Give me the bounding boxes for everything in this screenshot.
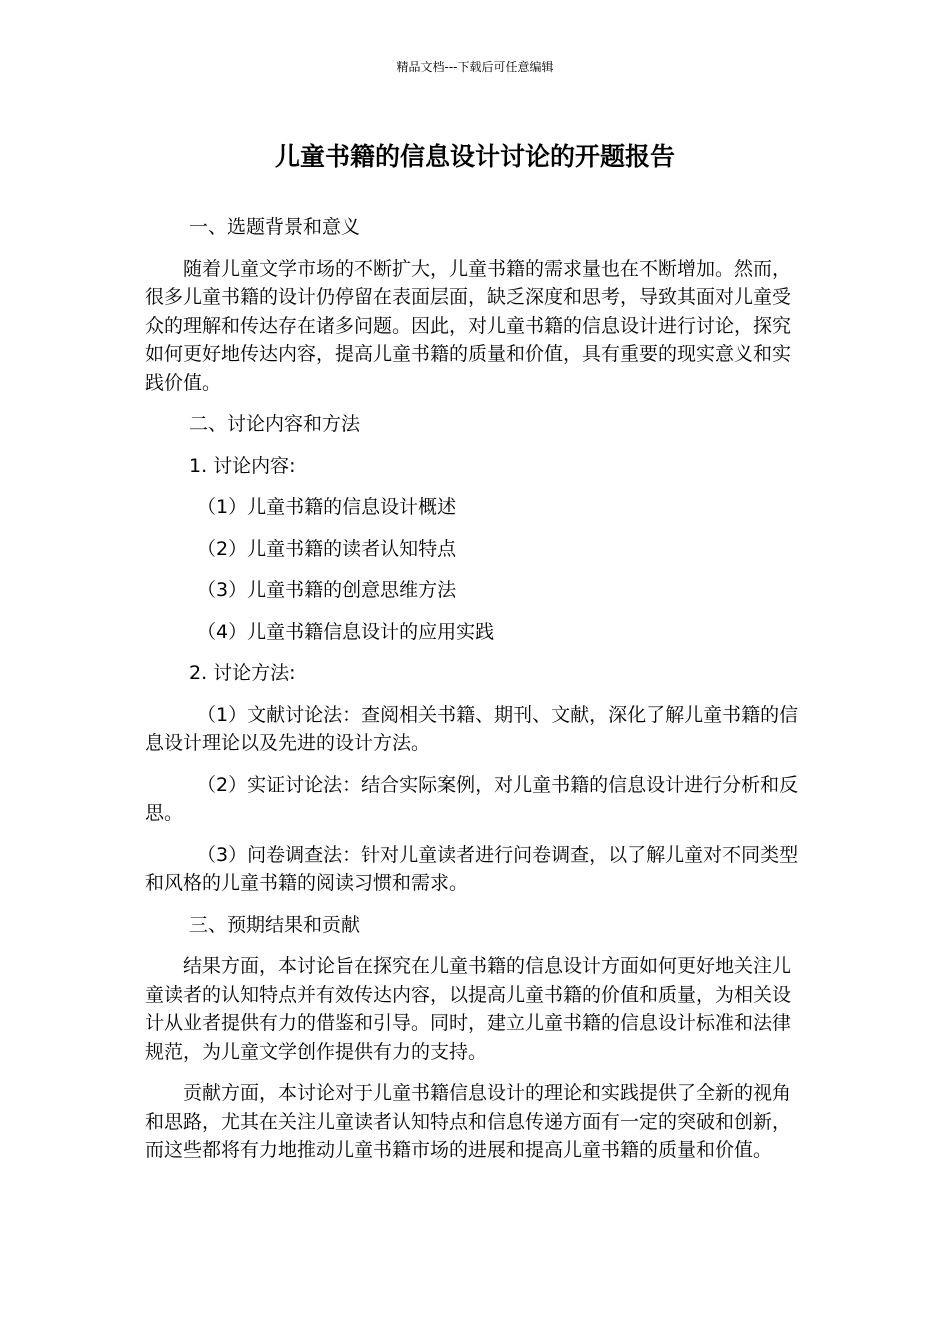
list-item: （3）儿童书籍的创意思维方法 bbox=[197, 579, 457, 601]
paragraph-background: 随着儿童文学市场的不断扩大，儿童书籍的需求量也在不断增加。然而，很多儿童书籍的设计仍停留在表面层面，缺乏深度和思考，导致其面对儿童受众的理解和传达存在诸多问题。因此，对儿童书籍的信息设计进行讨论，探究如何更好地传达内容，提高儿童书籍的质量和价值，具有重要的现实意义和实践价值。 bbox=[145, 257, 792, 394]
list-item: （2）儿童书籍的读者认知特点 bbox=[197, 537, 457, 560]
document-title: 儿童书籍的信息设计讨论的开题报告 bbox=[274, 142, 675, 171]
list-item: （4）儿童书籍信息设计的应用实践 bbox=[197, 620, 495, 643]
header-note: 精品文档---下载后可任意编辑 bbox=[396, 60, 554, 74]
method-item: （2）实证讨论法：结合实际案例，对儿童书籍的信息设计进行分析和反思。 bbox=[145, 773, 799, 824]
paragraph-contribution: 贡献方面，本讨论对于儿童书籍信息设计的理论和实践提供了全新的视角和思路，尤其在关注儿童读者认知特点和信息传递方面有一定的突破和创新，而这些都将有力地推动儿童书籍市场的进展和提高儿童书籍的质量和价值。 bbox=[145, 1082, 792, 1161]
document-body bbox=[145, 213, 807, 1178]
method-item: （3）问卷调查法：针对儿童读者进行问卷调查，以了解儿童对不同类型和风格的儿童书籍的阅读习惯和需求。 bbox=[145, 843, 799, 894]
method-item: （1）文献讨论法：查阅相关书籍、期刊、文献，深化了解儿童书籍的信息设计理论以及先进的设计方法。 bbox=[145, 703, 799, 754]
section-heading-background: 一、选题背景和意义 bbox=[189, 216, 361, 238]
section-heading-content-method: 二、讨论内容和方法 bbox=[189, 413, 361, 435]
section-heading-results: 三、预期结果和贡献 bbox=[189, 913, 361, 936]
paragraph-results: 结果方面，本讨论旨在探究在儿童书籍的信息设计方面如何更好地关注儿童读者的认知特点并有效传达内容，以提高儿童书籍的价值和质量，为相关设计从业者提供有力的借鉴和引导。同时，建立儿童书籍的信息设计标准和法律规范，为儿童文学创作提供有力的支持。 bbox=[145, 955, 792, 1063]
subheading-method: 2. 讨论方法: bbox=[189, 662, 296, 684]
subheading-content: 1. 讨论内容: bbox=[189, 454, 296, 477]
list-item: （1）儿童书籍的信息设计概述 bbox=[197, 496, 457, 518]
